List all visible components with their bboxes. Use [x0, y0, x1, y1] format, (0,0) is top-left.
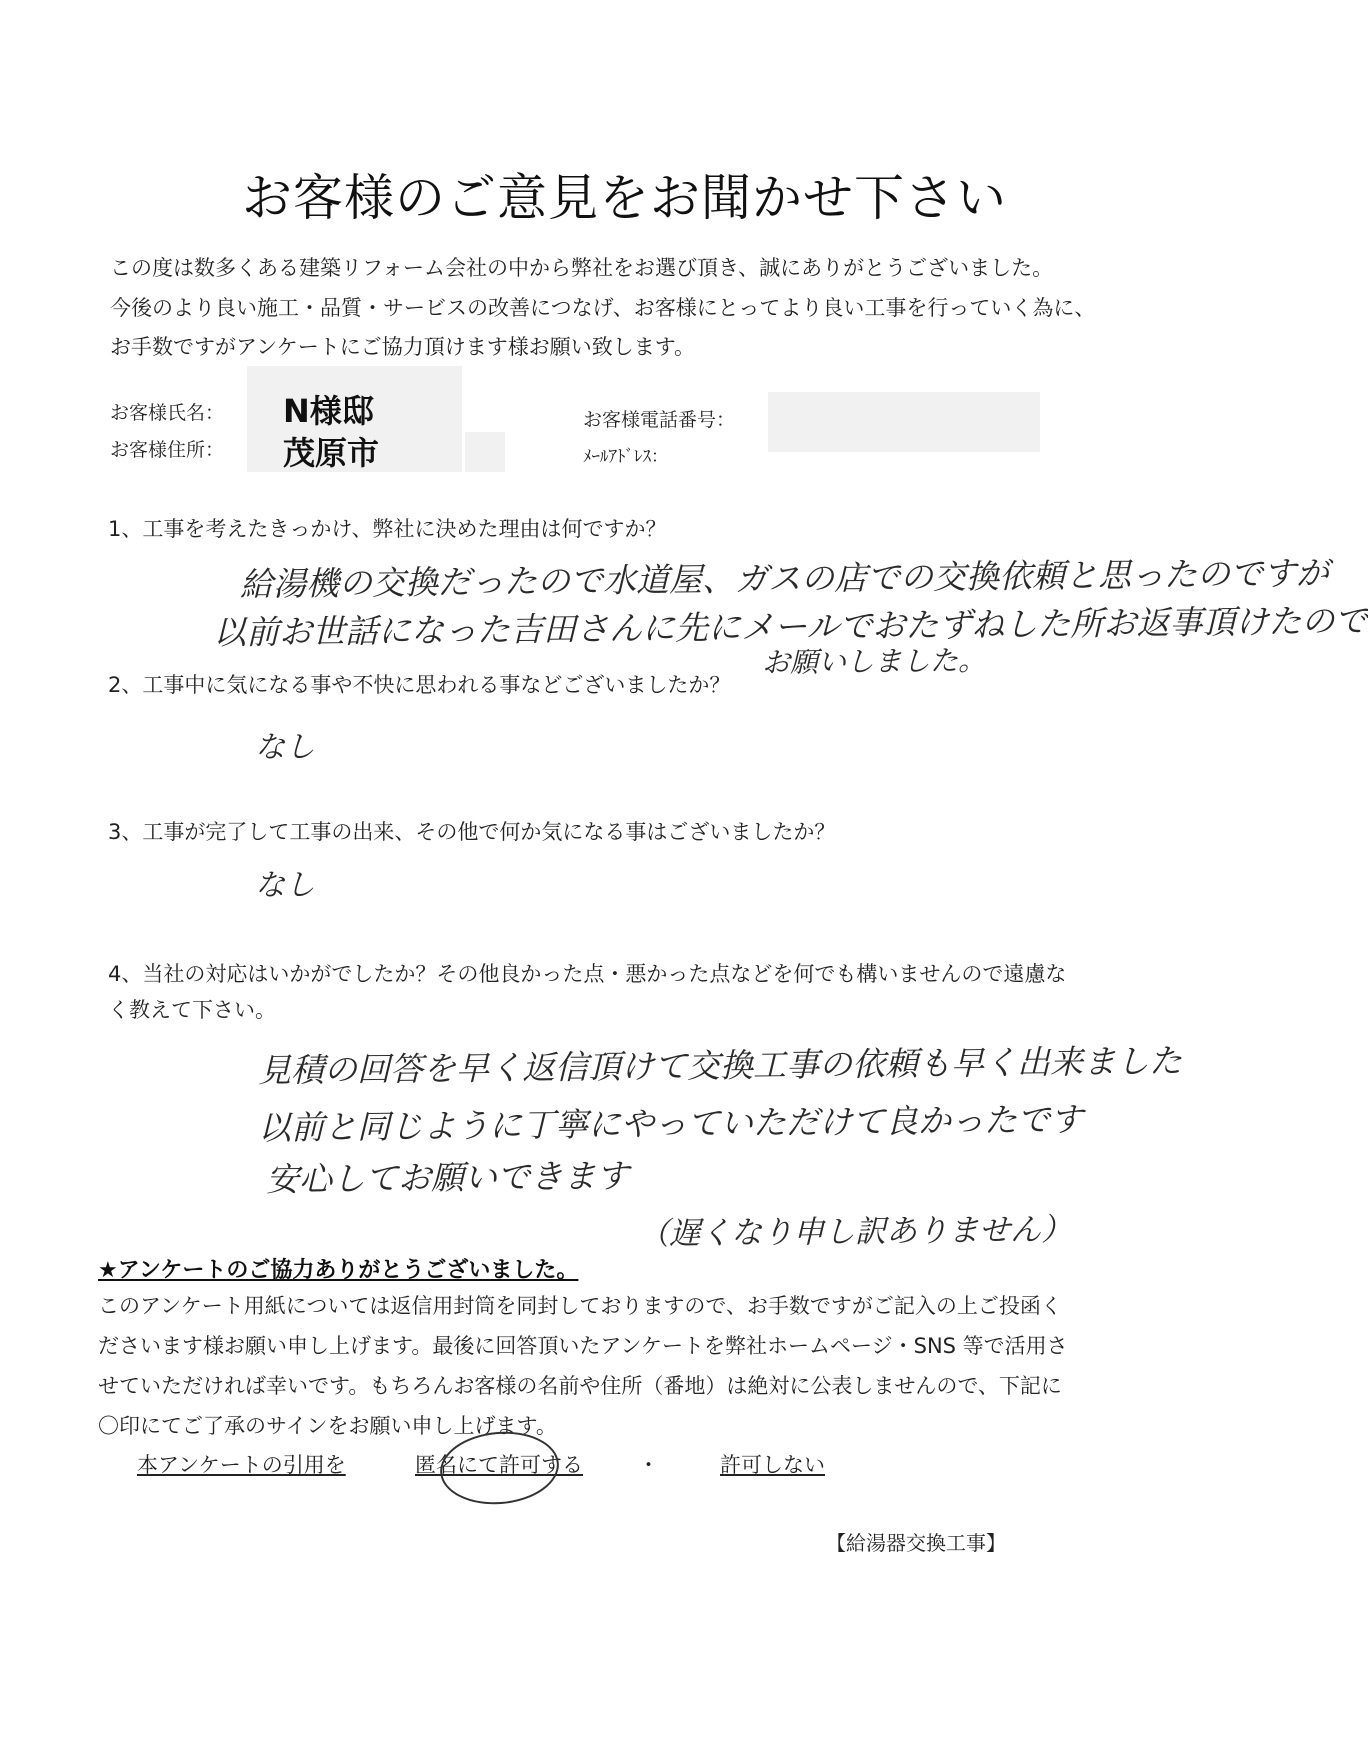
page-title: お客様のご意見をお聞かせ下さい [242, 169, 1007, 227]
question-4-line-2: く教えて下さい。 [108, 998, 276, 1022]
intro-line-3: お手数ですがアンケートにご協力頂けます様お願い致します。 [110, 335, 696, 359]
closing-line-1: このアンケート用紙については返信用封筒を同封しておりますので、お手数ですがご記入の上ご投函く [98, 1294, 1062, 1318]
closing-line-3: せていただければ幸いです。もちろんお客様の名前や住所（番地）は絶対に公表しませんので、下記に [98, 1374, 1062, 1398]
answer-1-line-3: お願いしました。 [761, 643, 987, 680]
question-2: 2、工事中に気になる事や不快に思われる事などございましたか？ [108, 673, 731, 697]
consent-deny-option[interactable]: 許可しない [720, 1453, 825, 1477]
privacy-mask-address [465, 432, 505, 472]
email-label: ﾒｰﾙｱﾄﾞﾚｽ： [583, 447, 668, 467]
answer-4-line-1: 見積の回答を早く返信頂けて交換工事の依頼も早く出来ました [257, 1041, 1183, 1090]
question-4-line-1: 4、当社の対応はいかがでしたか？その他良かった点・悪かった点などを何でも構いませんので遠慮な [108, 962, 1067, 986]
address-label: お客様住所： [110, 439, 225, 461]
address-value: 茂原市 [283, 434, 380, 472]
privacy-mask-phone [768, 392, 1040, 452]
name-label: お客様氏名： [110, 402, 225, 424]
consent-separator: ・ [638, 1453, 659, 1477]
consent-allow-option[interactable]: 匿名にて許可する [415, 1453, 583, 1477]
answer-1-line-2: 以前お世話になった吉田さんに先にメールでおたずねした所お返事頂けたので [212, 600, 1368, 653]
answer-1-line-1: 給湯機の交換だったので水道屋、ガスの店での交換依頼と思ったのですが [239, 553, 1330, 604]
name-value: N様邸 [283, 392, 374, 430]
phone-label: お客様電話番号： [583, 409, 736, 431]
intro-line-1: この度は数多くある建築リフォーム会社の中から弊社をお選び頂き、誠にありがとうございました。 [110, 256, 1054, 280]
question-1: 1、工事を考えたきっかけ、弊社に決めた理由は何ですか？ [108, 517, 667, 541]
footer-tag: 【給湯器交換工事】 [826, 1531, 1006, 1555]
answer-4-line-2: 以前と同じように丁寧にやっていただけて良かったです [257, 1099, 1084, 1148]
answer-4-line-3: 安心してお願いできます [265, 1156, 630, 1199]
closing-line-4: 〇印にてご了承のサインをお願い申し上げます。 [98, 1414, 557, 1438]
thanks-heading: ★アンケートのご協力ありがとうございました。 [98, 1258, 579, 1283]
consent-lead: 本アンケートの引用を [137, 1453, 346, 1477]
answer-2: なし [254, 729, 316, 766]
answer-4-line-4: （遅くなり申し訳ありません） [637, 1211, 1073, 1253]
intro-line-2: 今後のより良い施工・品質・サービスの改善につなげ、お客様にとってより良い工事を行っていく為に、 [110, 296, 1096, 320]
closing-line-2: ださいます様お願い申し上げます。最後に回答頂いたアンケートを弊社ホームページ・SNS 等で活用さ [98, 1334, 1068, 1358]
answer-3: なし [254, 867, 316, 904]
question-3: 3、工事が完了して工事の出来、その他で何か気になる事はございましたか？ [108, 820, 836, 844]
